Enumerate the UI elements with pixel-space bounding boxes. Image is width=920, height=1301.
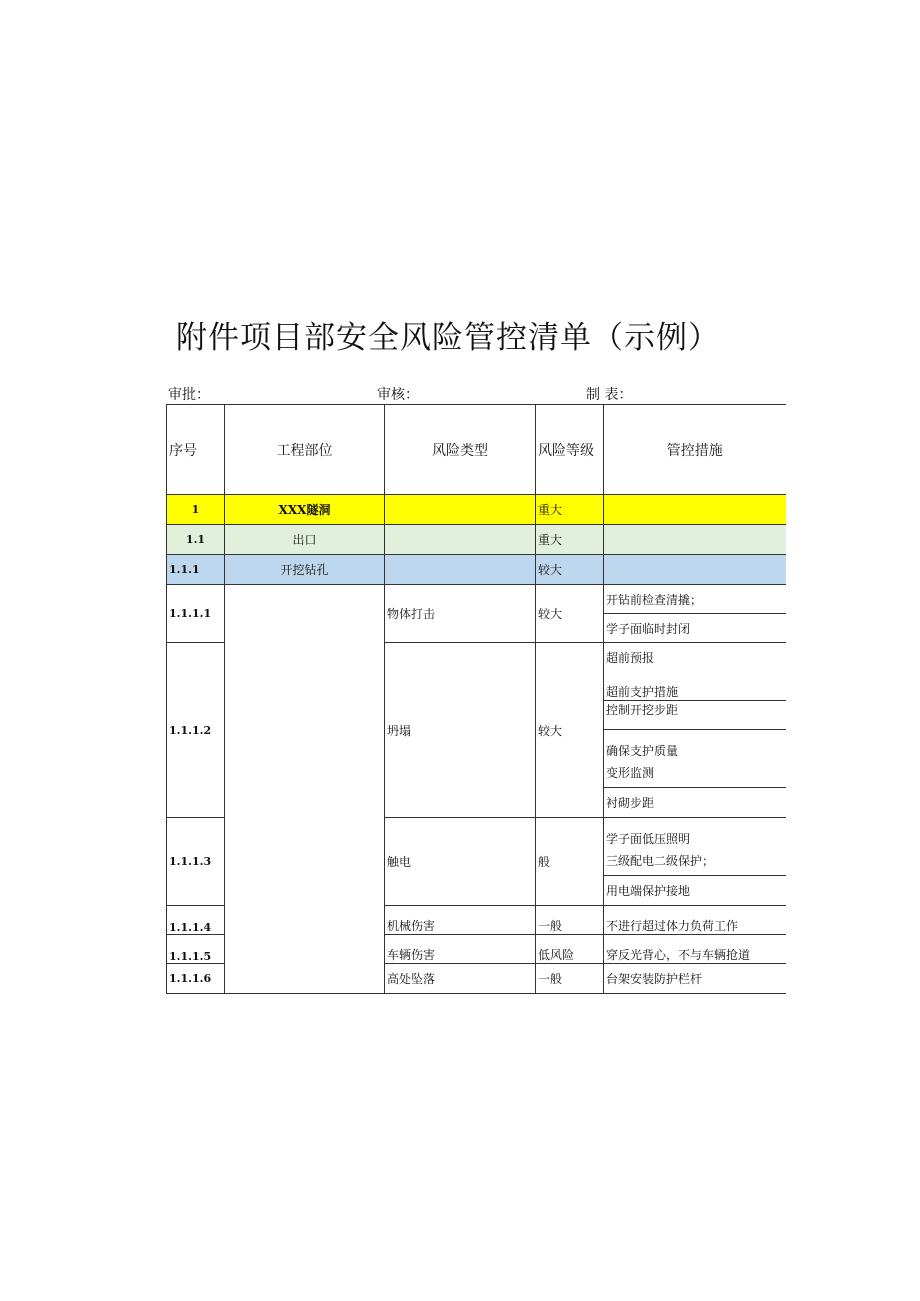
cell-type: 触电 [385,818,536,906]
cell-measure: 用电端保护接地 [604,876,786,906]
risk-control-table [166,404,786,994]
header-control-measures: 管控措施 [604,405,786,495]
cell-measure: 学子面临时封闭 [604,614,786,643]
cell-level: 重大 [536,495,604,525]
cell-measure: 变形监测 [604,759,786,788]
cell-type: 物体打击 [385,585,536,643]
cell-measure: 确保支护质量 [604,730,786,759]
table-header-row [167,405,786,495]
cell-measure: 学子面低压照明 [606,831,691,846]
cell-level: 较大 [536,585,604,643]
cell-part: 出口 [225,525,385,555]
cell-no: 1.1.1.4 [167,906,225,935]
document-title: 附件项目部安全风险管控清单（示例） [176,320,720,356]
cell-part: XXX隧洞 [225,495,385,525]
cell-type: 车辆伤害 [385,935,536,964]
cell-measure: 衬砌步距 [604,788,786,818]
cell-level: 一般 [536,964,604,994]
cell-no: 1 [167,495,225,525]
cell-measure: 穿反光背心，不与车辆抢道 [604,935,786,964]
cell-type: 高处坠落 [385,964,536,994]
cell-type [385,525,536,555]
cell-level: 较大 [536,643,604,818]
table-row-level2 [167,525,786,555]
approve-label: 审批： [168,387,210,403]
header-no: 序号 [167,405,225,495]
cell-type [385,495,536,525]
cell-measure [604,495,786,525]
cell-no: 1.1.1.1 [167,585,225,643]
cell-measure [604,525,786,555]
cell-no: 1.1 [167,525,225,555]
header-part: 工程部位 [225,405,385,495]
cell-measure: 超前支护措施 [604,676,786,701]
cell-no: 1.1.1.5 [167,935,225,964]
cell-no: 1.1.1.2 [167,643,225,818]
table-row-level3 [167,555,786,585]
cell-no: 1.1.1.6 [167,964,225,994]
cell-measure: 开钻前检查清撬； [604,585,786,614]
cell-type: 坍塌 [385,643,536,818]
cell-level: 般 [536,818,604,906]
cell-measure: 不进行超过体力负荷工作 [604,906,786,935]
header-risk-level: 风险等级 [536,405,604,495]
cell-part-merged [225,585,385,994]
cell-measure: 控制开挖步距 [606,703,679,717]
cell-measure: 台架安装防护栏杆 [604,964,786,994]
table-row-level1 [167,495,786,525]
cell-level: 低风险 [536,935,604,964]
table-row [167,585,786,614]
cell-measure: 超前预报 [606,651,655,665]
cell-no: 1.1.1 [167,555,225,585]
header-risk-type: 风险类型 [385,405,536,495]
cell-level: 较大 [536,555,604,585]
maker-label: 制 表： [586,387,633,403]
cell-no: 1.1.1.3 [167,818,225,906]
cell-level: 重大 [536,525,604,555]
cell-type [385,555,536,585]
cell-type: 机械伤害 [385,906,536,935]
review-label: 审核： [377,387,419,403]
cell-part: 开挖钻孔 [225,555,385,585]
cell-level: 一般 [536,906,604,935]
cell-measure: 三级配电二级保护； [604,847,786,876]
cell-measure [604,555,786,585]
